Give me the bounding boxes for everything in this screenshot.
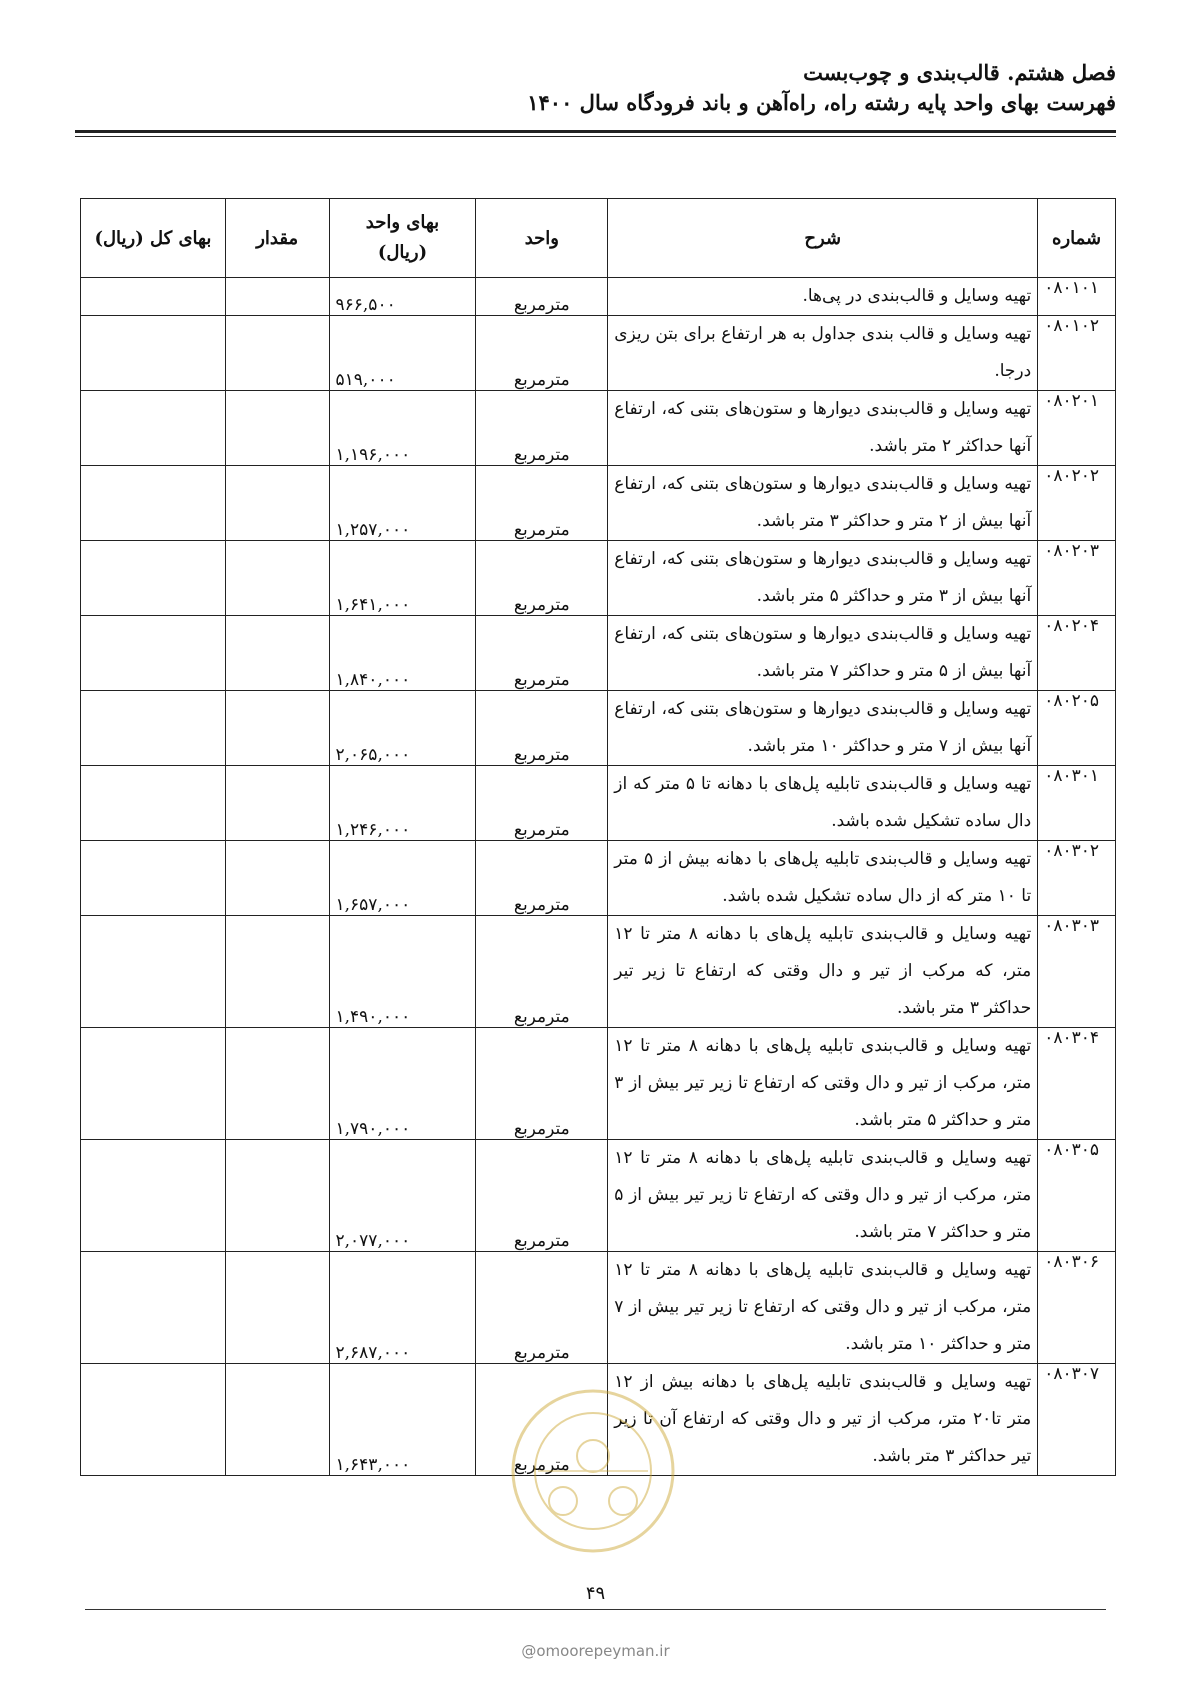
item-quantity bbox=[225, 1028, 329, 1140]
item-unit: مترمربع bbox=[476, 616, 608, 691]
item-total bbox=[81, 391, 226, 466]
item-unit-price: ۲,۰۶۵,۰۰۰ bbox=[329, 691, 476, 766]
item-number: ۰۸۰۱۰۱ bbox=[1038, 278, 1116, 316]
item-number: ۰۸۰۳۰۲ bbox=[1038, 841, 1116, 916]
item-total bbox=[81, 1252, 226, 1364]
table-header-row bbox=[81, 199, 1116, 278]
item-unit-price: ۹۶۶,۵۰۰ bbox=[329, 278, 476, 316]
item-number: ۰۸۰۲۰۱ bbox=[1038, 391, 1116, 466]
item-total bbox=[81, 1140, 226, 1252]
column-header-unit: واحد bbox=[476, 199, 608, 278]
item-description: تهیه وسایل و قالب‌بندی تابلیه پل‌های با دهانه بیش از ۱۲ متر تا۲۰ متر، مرکب از تیر و دال وقتی که ارتفاع آن تا زیر تیر حداکثر ۳ متر باشد. bbox=[608, 1364, 1038, 1476]
column-header-number: شماره bbox=[1038, 199, 1116, 278]
item-number: ۰۸۰۲۰۵ bbox=[1038, 691, 1116, 766]
table-row bbox=[81, 916, 1116, 1028]
item-quantity bbox=[225, 916, 329, 1028]
item-unit-price: ۱,۴۹۰,۰۰۰ bbox=[329, 916, 476, 1028]
column-header-total: بهای کل (ریال) bbox=[81, 199, 226, 278]
item-quantity bbox=[225, 841, 329, 916]
item-unit-price: ۱,۱۹۶,۰۰۰ bbox=[329, 391, 476, 466]
item-unit: مترمربع bbox=[476, 841, 608, 916]
item-unit-price: ۲,۰۷۷,۰۰۰ bbox=[329, 1140, 476, 1252]
item-number: ۰۸۰۳۰۳ bbox=[1038, 916, 1116, 1028]
table-row bbox=[81, 691, 1116, 766]
page-header bbox=[66, 58, 1116, 118]
item-unit: مترمربع bbox=[476, 1364, 608, 1476]
item-quantity bbox=[225, 278, 329, 316]
item-quantity bbox=[225, 1140, 329, 1252]
item-number: ۰۸۰۳۰۴ bbox=[1038, 1028, 1116, 1140]
item-number: ۰۸۰۳۰۶ bbox=[1038, 1252, 1116, 1364]
item-unit: مترمربع bbox=[476, 1140, 608, 1252]
item-quantity bbox=[225, 391, 329, 466]
item-quantity bbox=[225, 466, 329, 541]
item-total bbox=[81, 541, 226, 616]
item-total bbox=[81, 1364, 226, 1476]
header-rule-thick bbox=[75, 130, 1116, 133]
price-list-table bbox=[80, 198, 1116, 1476]
item-quantity bbox=[225, 691, 329, 766]
item-total bbox=[81, 616, 226, 691]
table-row bbox=[81, 541, 1116, 616]
item-unit-price: ۱,۷۹۰,۰۰۰ bbox=[329, 1028, 476, 1140]
column-header-quantity: مقدار bbox=[225, 199, 329, 278]
footer-url: @omoorepeyman.ir bbox=[521, 1642, 670, 1660]
item-unit: مترمربع bbox=[476, 391, 608, 466]
item-description: تهیه وسایل و قالب بندی جداول به هر ارتفاع برای بتن ریزی درجا. bbox=[608, 316, 1038, 391]
table-row bbox=[81, 1140, 1116, 1252]
item-unit-price: ۱,۸۴۰,۰۰۰ bbox=[329, 616, 476, 691]
column-header-description: شرح bbox=[608, 199, 1038, 278]
item-total bbox=[81, 691, 226, 766]
item-description: تهیه وسایل و قالب‌بندی تابلیه پل‌های با دهانه ۸ متر تا ۱۲ متر، مرکب از تیر و دال وقتی که ارتفاع تا زیر تیر بیش از ۳ متر و حداکثر ۵ متر باشد. bbox=[608, 1028, 1038, 1140]
item-number: ۰۸۰۳۰۱ bbox=[1038, 766, 1116, 841]
header-rule-thin bbox=[75, 136, 1116, 137]
chapter-title: فصل هشتم. قالب‌بندی و چوب‌بست bbox=[803, 60, 1116, 85]
item-unit: مترمربع bbox=[476, 278, 608, 316]
document-title: فهرست بهای واحد پایه رشته راه، راه‌آهن و باند فرودگاه سال ۱۴۰۰ bbox=[527, 90, 1116, 115]
item-total bbox=[81, 766, 226, 841]
item-quantity bbox=[225, 541, 329, 616]
item-description: تهیه وسایل و قالب‌بندی دیوارها و ستون‌های بتنی که، ارتفاع آنها بیش از ۷ متر و حداکثر ۱۰ متر باشد. bbox=[608, 691, 1038, 766]
item-quantity bbox=[225, 1252, 329, 1364]
item-unit: مترمربع bbox=[476, 316, 608, 391]
item-description: تهیه وسایل و قالب‌بندی در پی‌ها. bbox=[608, 278, 1038, 316]
item-unit-price: ۱,۲۴۶,۰۰۰ bbox=[329, 766, 476, 841]
item-total bbox=[81, 916, 226, 1028]
item-unit-price: ۱,۲۵۷,۰۰۰ bbox=[329, 466, 476, 541]
item-description: تهیه وسایل و قالب‌بندی تابلیه پل‌های با دهانه ۸ متر تا ۱۲ متر، که مرکب از تیر و دال وقتی که ارتفاع تا زیر تیر حداکثر ۳ متر باشد. bbox=[608, 916, 1038, 1028]
table-row bbox=[81, 616, 1116, 691]
item-total bbox=[81, 841, 226, 916]
table-row bbox=[81, 466, 1116, 541]
item-unit: مترمربع bbox=[476, 466, 608, 541]
item-unit: مترمربع bbox=[476, 766, 608, 841]
item-unit-price: ۵۱۹,۰۰۰ bbox=[329, 316, 476, 391]
table-row bbox=[81, 1028, 1116, 1140]
page-number: ۴۹ bbox=[585, 1583, 606, 1604]
item-unit: مترمربع bbox=[476, 1252, 608, 1364]
item-total bbox=[81, 316, 226, 391]
item-unit: مترمربع bbox=[476, 1028, 608, 1140]
item-unit-price: ۱,۶۴۳,۰۰۰ bbox=[329, 1364, 476, 1476]
item-quantity bbox=[225, 1364, 329, 1476]
table-row bbox=[81, 316, 1116, 391]
item-unit: مترمربع bbox=[476, 691, 608, 766]
item-description: تهیه وسایل و قالب‌بندی دیوارها و ستون‌های بتنی که، ارتفاع آنها حداکثر ۲ متر باشد. bbox=[608, 391, 1038, 466]
item-number: ۰۸۰۳۰۵ bbox=[1038, 1140, 1116, 1252]
item-number: ۰۸۰۱۰۲ bbox=[1038, 316, 1116, 391]
item-number: ۰۸۰۲۰۴ bbox=[1038, 616, 1116, 691]
item-description: تهیه وسایل و قالب‌بندی دیوارها و ستون‌های بتنی که، ارتفاع آنها بیش از ۲ متر و حداکثر ۳ متر باشد. bbox=[608, 466, 1038, 541]
item-unit: مترمربع bbox=[476, 541, 608, 616]
item-quantity bbox=[225, 766, 329, 841]
item-quantity bbox=[225, 616, 329, 691]
item-unit-price: ۱,۶۴۱,۰۰۰ bbox=[329, 541, 476, 616]
item-description: تهیه وسایل و قالب‌بندی تابلیه پل‌های با دهانه ۸ متر تا ۱۲ متر، مرکب از تیر و دال وقتی که ارتفاع تا زیر تیر بیش از ۷ متر و حداکثر ۱۰ متر باشد. bbox=[608, 1252, 1038, 1364]
item-total bbox=[81, 278, 226, 316]
table-row bbox=[81, 278, 1116, 316]
item-number: ۰۸۰۲۰۲ bbox=[1038, 466, 1116, 541]
item-description: تهیه وسایل و قالب‌بندی تابلیه پل‌های با دهانه ۸ متر تا ۱۲ متر، مرکب از تیر و دال وقتی که ارتفاع تا زیر تیر بیش از ۵ متر و حداکثر ۷ متر باشد. bbox=[608, 1140, 1038, 1252]
item-unit-price: ۲,۶۸۷,۰۰۰ bbox=[329, 1252, 476, 1364]
table-row bbox=[81, 391, 1116, 466]
item-description: تهیه وسایل و قالب‌بندی تابلیه پل‌های با دهانه تا ۵ متر که از دال ساده تشکیل شده باشد. bbox=[608, 766, 1038, 841]
item-unit: مترمربع bbox=[476, 916, 608, 1028]
item-description: تهیه وسایل و قالب‌بندی دیوارها و ستون‌های بتنی که، ارتفاع آنها بیش از ۳ متر و حداکثر ۵ متر باشد. bbox=[608, 541, 1038, 616]
item-description: تهیه وسایل و قالب‌بندی تابلیه پل‌های با دهانه بیش از ۵ متر تا ۱۰ متر که از دال ساده تشکیل شده باشد. bbox=[608, 841, 1038, 916]
column-header-unit-price: بهای واحد (ریال) bbox=[329, 199, 476, 278]
footer-rule bbox=[85, 1609, 1106, 1610]
table-row bbox=[81, 766, 1116, 841]
item-number: ۰۸۰۳۰۷ bbox=[1038, 1364, 1116, 1476]
item-unit-price: ۱,۶۵۷,۰۰۰ bbox=[329, 841, 476, 916]
item-number: ۰۸۰۲۰۳ bbox=[1038, 541, 1116, 616]
watermark-seal-logo bbox=[508, 1386, 678, 1556]
item-total bbox=[81, 466, 226, 541]
item-quantity bbox=[225, 316, 329, 391]
table-row bbox=[81, 841, 1116, 916]
item-total bbox=[81, 1028, 226, 1140]
item-description: تهیه وسایل و قالب‌بندی دیوارها و ستون‌های بتنی که، ارتفاع آنها بیش از ۵ متر و حداکثر ۷ متر باشد. bbox=[608, 616, 1038, 691]
table-row bbox=[81, 1252, 1116, 1364]
